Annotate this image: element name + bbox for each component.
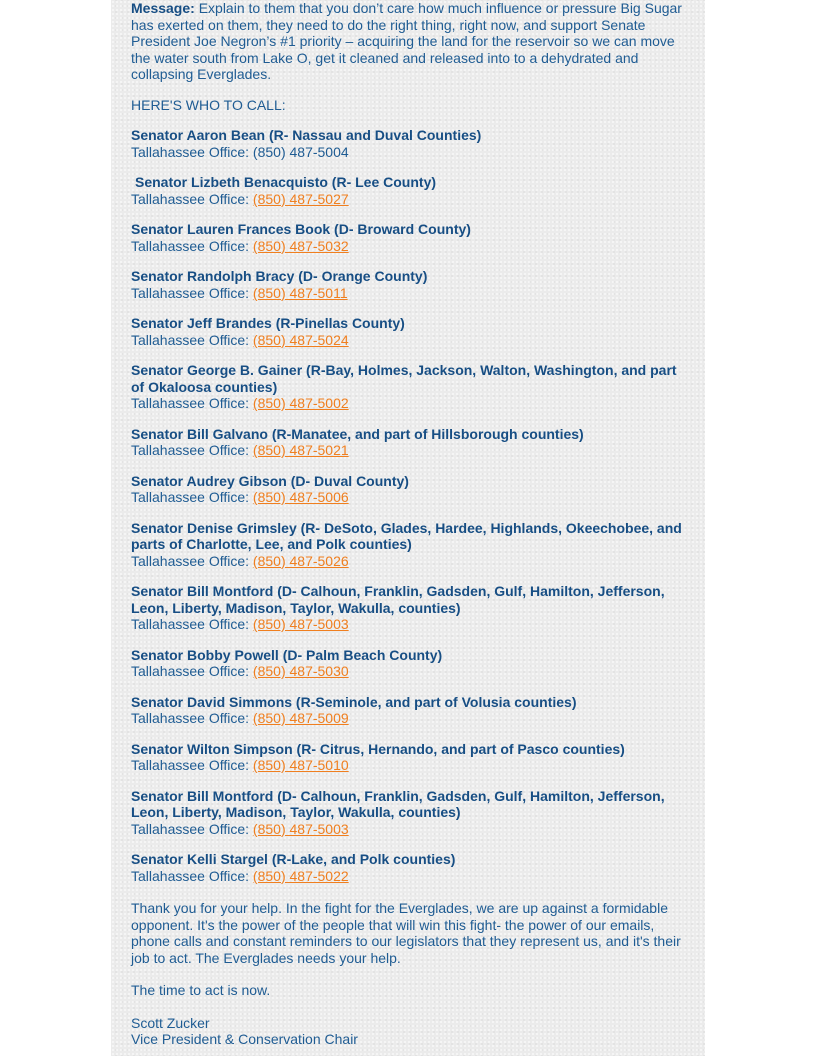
office-line — [131, 553, 687, 570]
message-label: Message: — [131, 0, 195, 16]
newsletter-content — [131, 0, 687, 1048]
senator-entry — [131, 473, 687, 506]
senator-name: Senator Aaron Bean (R- Nassau and Duval Counties) — [131, 127, 482, 143]
signature-block — [131, 1015, 687, 1048]
office-label: Tallahassee Office: — [131, 757, 253, 773]
senator-name: Senator Bobby Powell (D- Palm Beach County) — [131, 646, 443, 663]
office-line — [131, 868, 687, 885]
senator-entry — [131, 426, 687, 459]
phone-link[interactable]: (850) 487-5003 — [252, 820, 349, 837]
senator-name: Senator Wilton Simpson (R- Citrus, Hernando, and part of Pasco counties) — [131, 740, 625, 757]
phone-link[interactable]: (850) 487-5024 — [252, 331, 349, 348]
closing-paragraph: Thank you for your help. In the fight for the Everglades, we are up against a formidable opponent. It's the power of the people that will win this fight- the power of our emails, phone calls and constant reminders to our legislators that they represent us, and it's their job to act. The Everglades needs your help. — [131, 900, 681, 966]
signature-title: Vice President & Conservation Chair — [131, 1031, 358, 1047]
office-line — [131, 489, 687, 506]
senator-name: Senator Lauren Frances Book (D- Broward County) — [131, 221, 471, 237]
office-label: Tallahassee Office: — [131, 552, 253, 569]
senator-name: Senator Kelli Stargel (R-Lake, and Polk counties) — [131, 851, 456, 867]
office-label: Tallahassee Office: — [131, 616, 253, 632]
senator-name: Senator Jeff Brandes (R-Pinellas County) — [131, 315, 405, 331]
office-label: Tallahassee Office: — [131, 190, 253, 207]
senator-entry — [131, 647, 687, 680]
office-label: Tallahassee Office: — [131, 820, 253, 837]
office-label: Tallahassee Office: — [131, 663, 253, 679]
phone-link[interactable]: (850) 487-5002 — [252, 395, 349, 411]
senator-entry — [131, 694, 687, 727]
office-label: Tallahassee Office: — [131, 442, 253, 458]
senator-entry — [131, 174, 687, 207]
senator-name: Senator David Simmons (R-Seminole, and part of Volusia counties) — [131, 693, 577, 710]
phone-link[interactable]: (850) 487-5032 — [252, 237, 349, 254]
time-to-act-text: The time to act is now. — [131, 982, 271, 998]
office-label: Tallahassee Office: — [131, 867, 253, 884]
office-line — [131, 144, 687, 161]
senator-entry — [131, 520, 687, 570]
senator-entry — [131, 583, 687, 633]
office-line — [131, 821, 687, 838]
phone-link[interactable]: (850) 487-5003 — [252, 616, 349, 632]
phone-link[interactable]: (850) 487-5011 — [252, 284, 348, 301]
office-line — [131, 332, 687, 349]
senator-entry — [131, 788, 687, 838]
phone-link[interactable]: (850) 487-5026 — [252, 552, 349, 569]
office-line — [131, 191, 687, 208]
senator-name: Senator Bill Montford (D- Calhoun, Franklin, Gadsden, Gulf, Hamilton, Jefferson, Leon, Liberty, Madison, Taylor, Wakulla, counties) — [131, 787, 665, 820]
senator-entry — [131, 268, 687, 301]
senator-name: Senator Audrey Gibson (D- Duval County) — [131, 472, 409, 489]
senator-entry — [131, 221, 687, 254]
phone-link: (850) 487-5004 — [252, 143, 349, 160]
senator-name: Senator Randolph Bracy (D- Orange County) — [131, 268, 428, 284]
senator-entry — [131, 741, 687, 774]
office-line — [131, 395, 687, 412]
who-to-call-heading: HERE'S WHO TO CALL: — [131, 96, 286, 113]
senator-entry — [131, 851, 687, 884]
office-line — [131, 442, 687, 459]
phone-link[interactable]: (850) 487-5021 — [252, 442, 349, 458]
office-line — [131, 616, 687, 633]
office-label: Tallahassee Office: — [131, 395, 253, 411]
message-text: Explain to them that you don’t care how much influence or pressure Big Sugar has exerted on them, they need to do the right thing, right now, and support Senate President Joe Negron’s #1 priority – acquiring the land for the reservoir so we can move the water south from Lake O, get it cleaned and released into to a dehydrated and collapsing Everglades. — [131, 0, 682, 82]
phone-link[interactable]: (850) 487-5006 — [252, 489, 349, 505]
signature-name: Scott Zucker — [131, 1014, 210, 1031]
office-line — [131, 710, 687, 727]
senator-entry — [131, 315, 687, 348]
office-label: Tallahassee Office: — [131, 284, 253, 301]
senator-entry — [131, 362, 687, 412]
phone-link[interactable]: (850) 487-5009 — [252, 710, 349, 726]
office-label: Tallahassee Office: — [131, 237, 253, 254]
office-line — [131, 757, 687, 774]
senator-name: Senator Bill Montford (D- Calhoun, Franklin, Gadsden, Gulf, Hamilton, Jefferson, Leon, Liberty, Madison, Taylor, Wakulla, counties) — [131, 583, 665, 616]
office-label: Tallahassee Office: — [131, 489, 253, 505]
office-label: Tallahassee Office: — [131, 331, 253, 348]
phone-link[interactable]: (850) 487-5010 — [252, 757, 349, 773]
senator-entry — [131, 127, 687, 160]
office-label: Tallahassee Office: — [131, 710, 253, 726]
senator-name: Senator Bill Galvano (R-Manatee, and part of Hillsborough counties) — [131, 425, 584, 442]
phone-link[interactable]: (850) 487-5027 — [252, 190, 349, 207]
senator-name: Senator Lizbeth Benacquisto (R- Lee County) — [135, 174, 437, 190]
phone-link[interactable]: (850) 487-5022 — [252, 867, 349, 884]
phone-link[interactable]: (850) 487-5030 — [252, 663, 349, 679]
office-label: Tallahassee Office: — [131, 143, 253, 160]
newsletter-panel — [111, 0, 705, 1056]
senator-list — [131, 127, 687, 884]
office-line — [131, 238, 687, 255]
senator-name: Senator George B. Gainer (R-Bay, Holmes, Jackson, Walton, Washington, and part of Okaloosa counties) — [131, 362, 677, 395]
message-paragraph — [131, 0, 687, 83]
office-line — [131, 663, 687, 680]
senator-name: Senator Denise Grimsley (R- DeSoto, Glades, Hardee, Highlands, Okeechobee, and parts of Charlotte, Lee, and Polk counties) — [131, 519, 682, 552]
office-line — [131, 285, 687, 302]
